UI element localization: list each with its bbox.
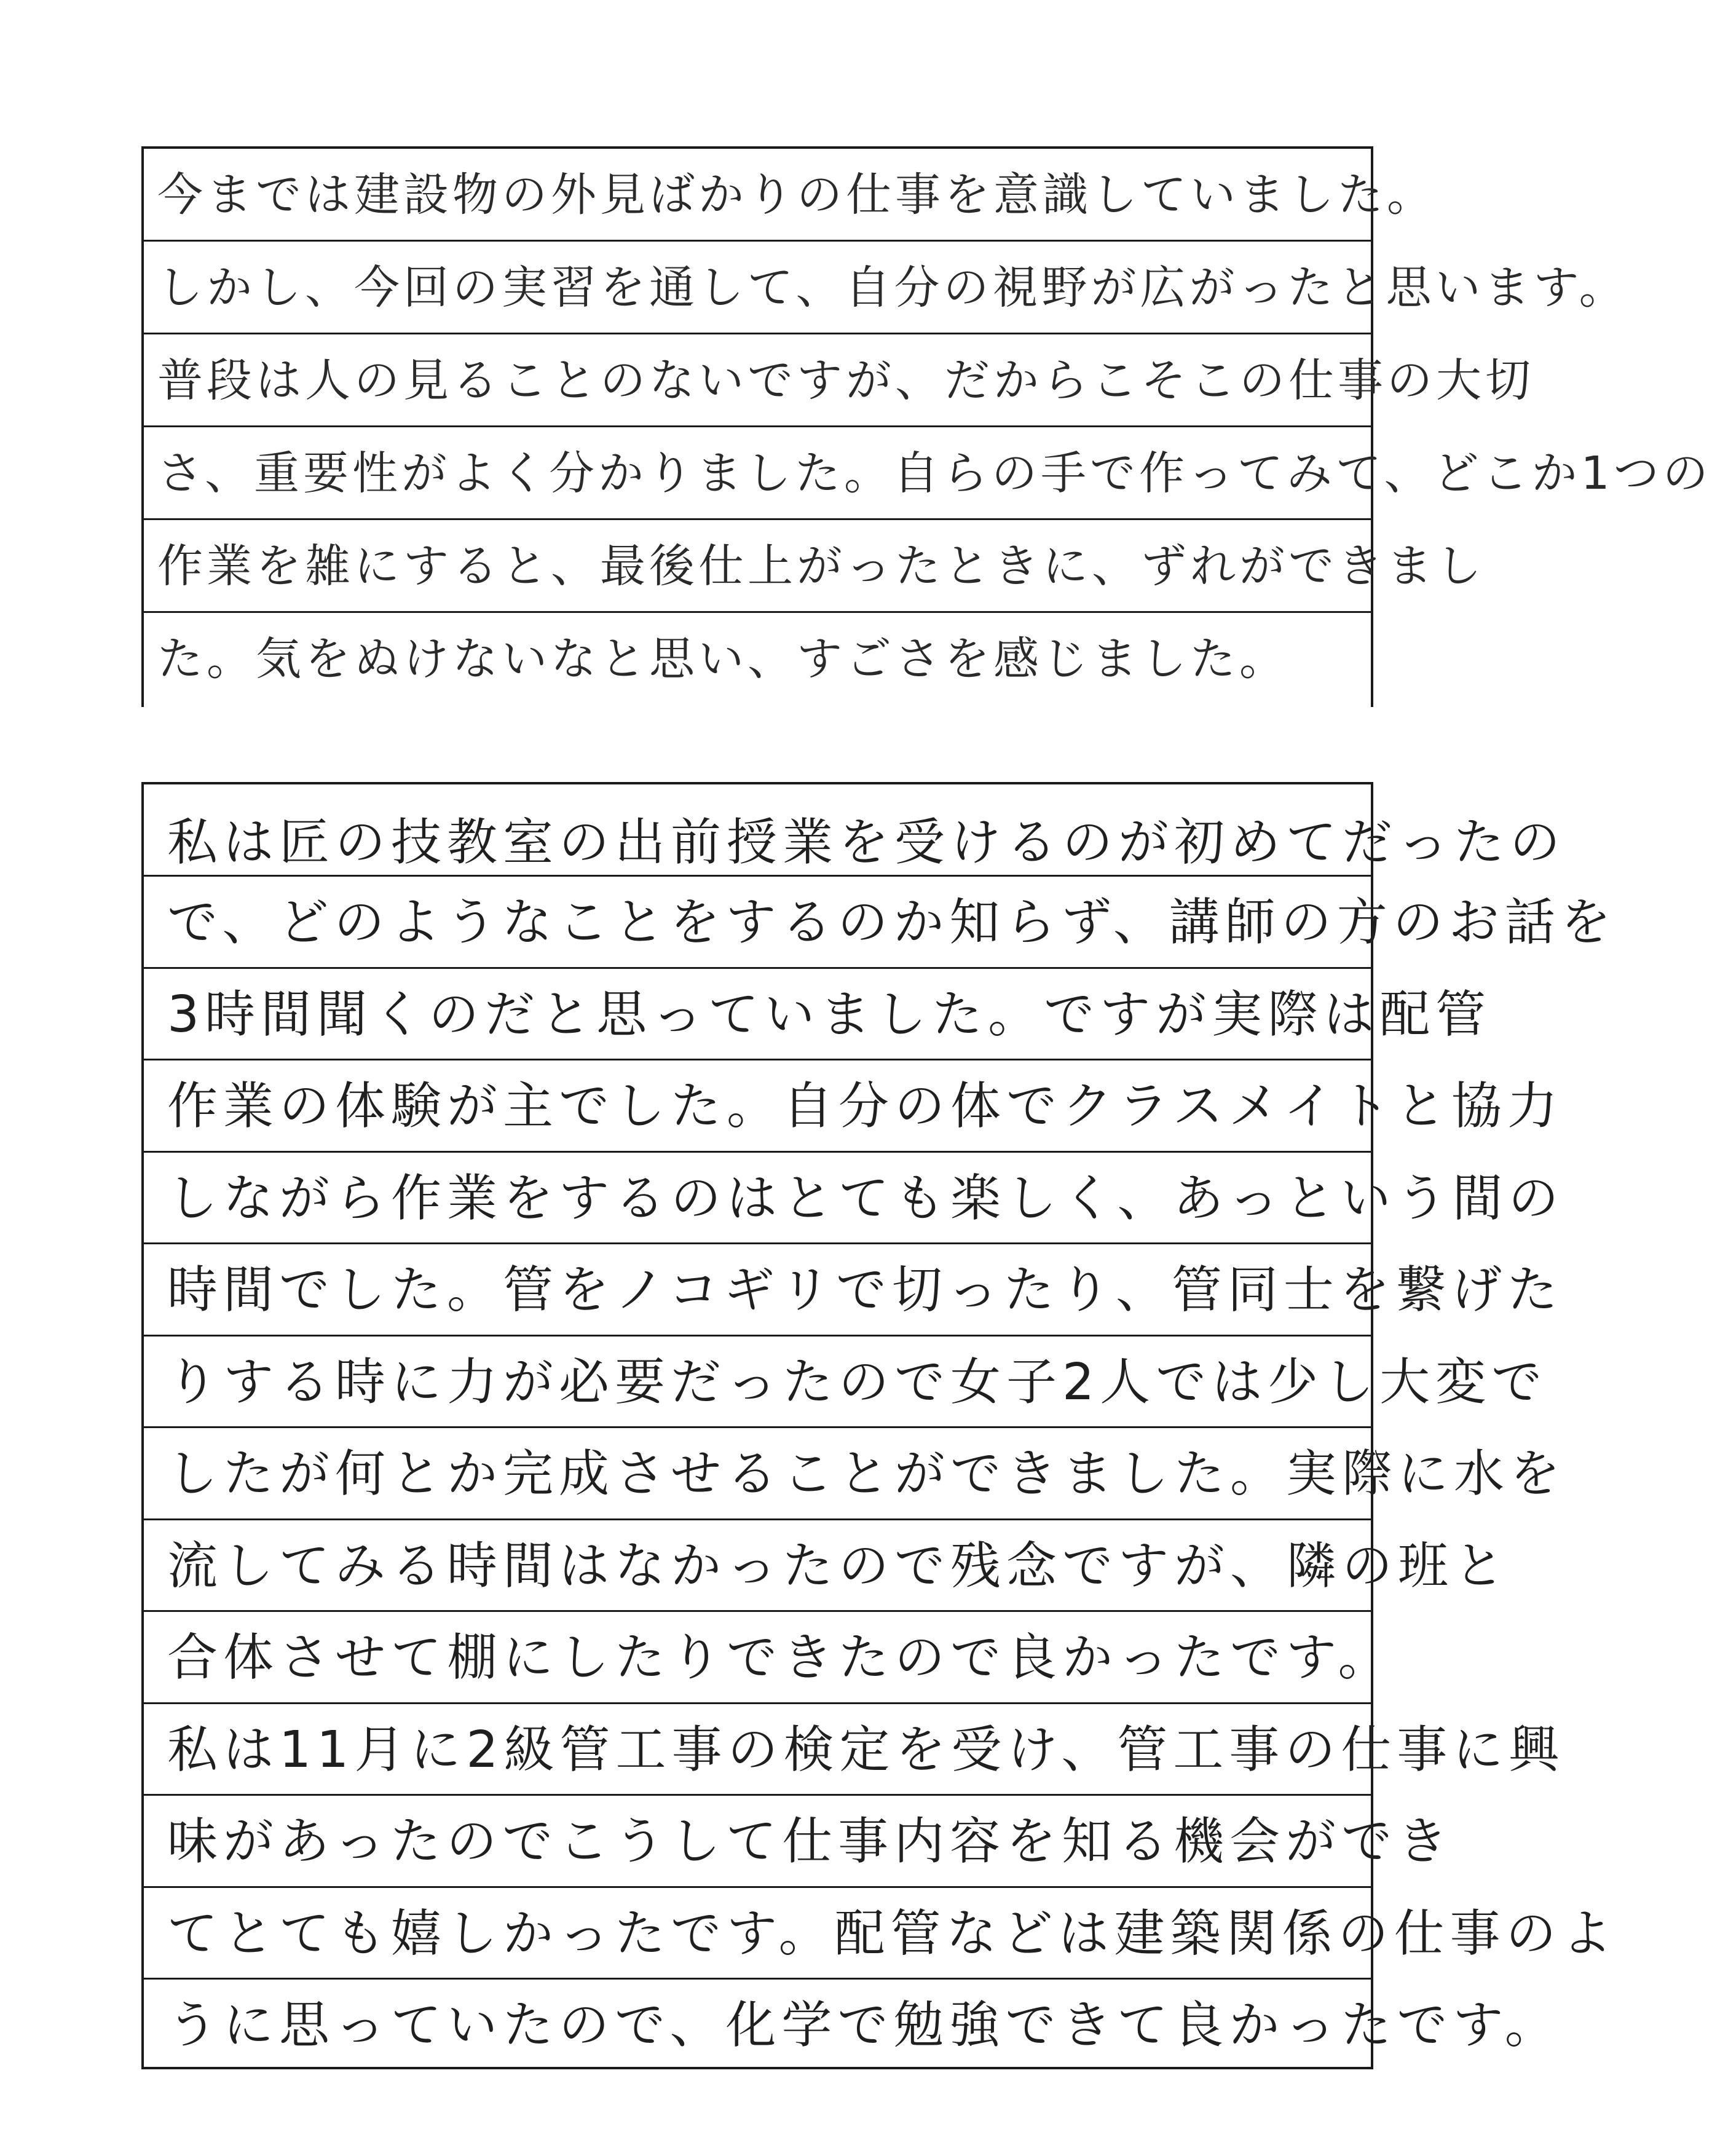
- handwritten-line: 作業を雑にすると、最後仕上がったときに、ずれができまし: [144, 520, 1371, 613]
- handwritten-line: さ、重要性がよく分かりました。自らの手で作ってみて、どこか1つの: [144, 427, 1371, 520]
- handwritten-line: したが何とか完成させることができました。実際に水を: [144, 1428, 1371, 1520]
- writing-sheet-2: [141, 782, 1618, 2069]
- handwritten-line: 私は匠の技教室の出前授業を受けるのが初めてだったの: [144, 784, 1371, 877]
- handwritten-line: 作業の体験が主でした。自分の体でクラスメイトと協力: [144, 1060, 1371, 1153]
- handwritten-line: しかし、今回の実習を通して、自分の視野が広がったと思います。: [144, 242, 1371, 334]
- handwritten-line: 時間でした。管をノコギリで切ったり、管同士を繋げた: [144, 1244, 1371, 1337]
- writing-sheet-1: [141, 146, 1712, 707]
- handwritten-line: てとても嬉しかったです。配管などは建築関係の仕事のよ: [144, 1888, 1371, 1980]
- handwritten-line: 3時間聞くのだと思っていました。ですが実際は配管: [144, 969, 1371, 1061]
- handwritten-line: 今までは建設物の外見ばかりの仕事を意識していました。: [144, 149, 1371, 242]
- handwritten-line: 私は11月に2級管工事の検定を受け、管工事の仕事に興: [144, 1704, 1371, 1796]
- handwritten-line: た。気をぬけないなと思い、すごさを感じました。: [157, 633, 1288, 685]
- handwritten-line: りする時に力が必要だったので女子2人では少し大変で: [144, 1337, 1371, 1429]
- handwritten-line: 流してみる時間はなかったので残念ですが、隣の班と: [144, 1520, 1371, 1613]
- handwritten-line: 合体させて棚にしたりできたので良かったです。: [144, 1612, 1371, 1704]
- handwritten-line: しながら作業をするのはとても楽しく、あっという間の: [144, 1153, 1371, 1245]
- handwritten-line: 普段は人の見ることのないですが、だからこそこの仕事の大切: [144, 334, 1371, 427]
- handwritten-line: うに思っていたので、化学で勉強できて良かったです。: [167, 1996, 1561, 2055]
- handwritten-line: で、どのようなことをするのか知らず、講師の方のお話を: [144, 877, 1371, 969]
- handwritten-line: 味があったのでこうして仕事内容を知る機会ができ: [144, 1796, 1371, 1888]
